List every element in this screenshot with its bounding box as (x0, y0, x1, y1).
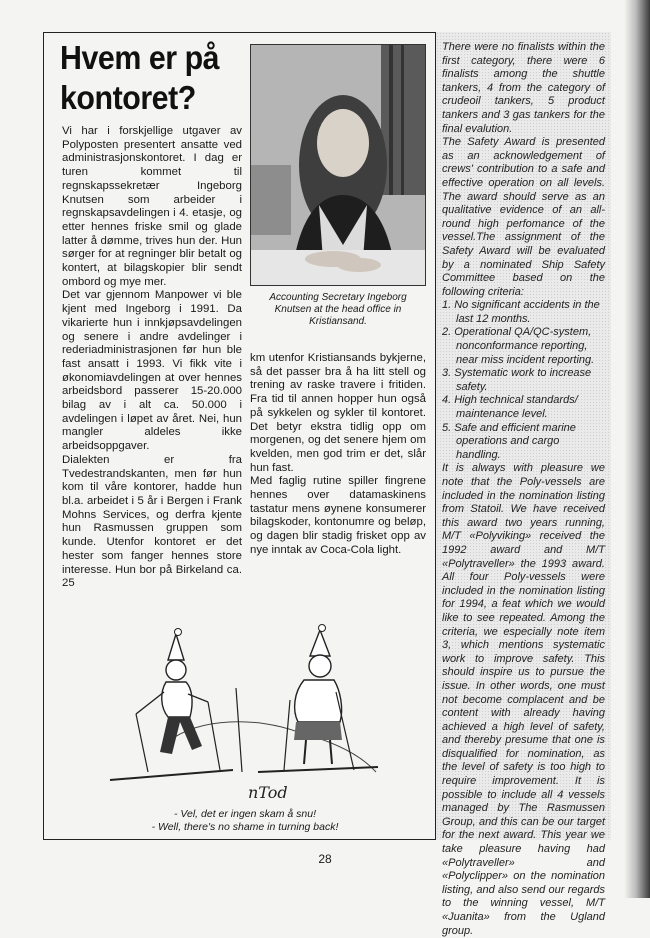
sidebar-award-text: The Safety Award is presented as an acknowledgement of crews' contribution to a safe and effective operation on all levels. The award should serve as an qualitative evidence of an all-round high perfomance of the vessel.The assignment of the Safety Award will be evaluated by a nominated Ship Safety Committee based on the following criteria: (442, 136, 605, 298)
paragraph: Det var gjennom Manpower vi ble kjent med Ingeborg i 1991. Da vikarierte hun i innkjøpsavdelingen og senere i andre avdelinger i rederiadministrasjonen før hun ble fast ansatt i 1993. Vi fikk vite i økonomiavdelingen at over hennes arbeidsbord passerer 15-20.000 bilag av i alt ca. 50.000 i avdelingen i løpet av året. Nei, hun mangler aldeles ikke arbeidsoppgaver. (62, 289, 242, 453)
paragraph: Med faglig rutine spiller fingrene hennes over datamaskinens tastatur mens øynene konsumerer bilagskoder, kontonumre og beløp, og dagen blir stadig frisket opp av nye inntak av Coca-Cola light. (250, 475, 426, 556)
criteria-item: 1. No significant accidents in the last 12 months. (442, 299, 600, 325)
criteria-list (442, 299, 605, 462)
article-title: Hvem er på kontoret? (60, 39, 220, 116)
cartoon-caption-norwegian: - Vel, det er ingen skam å snu! (173, 808, 317, 820)
portrait-photo (250, 44, 426, 286)
page-number: 28 (318, 852, 332, 866)
paragraph: Dialekten er fra Tvedestrandskanten, men før hun kom til våre kontorer, hadde hun bl.a. arbeidet i 5 år i Bergen i Frank Mohns Services, og derfra kjente hun Rasmussen gruppen som kunde. Utenfor kontoret er det hester som fanger hennes store interesse. Hun bor på Birkeland ca. 25 (62, 453, 242, 590)
skiing-cartoon (108, 622, 380, 807)
paragraph: km utenfor Kristiansands bykjerne, så det passer bra å ha litt stell og trening av raske travere i fritiden. Fra tid til annen hopper hun også på sykkelen og sykler til kontoret. Det betyr ekstra tidlig opp om morgenen, og det senere hjem om kvelden, men god trim er det, slår hun fast. (250, 352, 426, 474)
portrait-illustration (251, 45, 426, 286)
sidebar-closing: It is always with pleasure we note that the Poly-vessels are included in the nomination listing from Statoil. We have received this award two years running, M/T «Polyviking» received the 1992 award and M/T «Polytraveller» the 1993 award. All four Poly-vessels were included in the nomination listing for 1994, a feat which we would like to see repeated. Among the criteria, we especially note item 3, which mentions systematic work to improve safety. This should inspire us to pursue the issue. In other words, one must not become complacent and be content with already having achieved a high level of safety, and thereby presume that one is disqualified for nomination, as the level of safety is too high to require improvement. It is possible to include all 4 vessels managed by The Rasmussen Group, and this can be our target for the next award. This year we take pleasure having had «Polytraveller» and «Polyclipper» on the nomination listing, and also send our regards to the winning vessel, M/T «Juanita» from the Ugland group. (442, 462, 605, 937)
article-column-1 (62, 125, 242, 591)
scan-edge-shadow (624, 0, 650, 898)
criteria-item: 2. Operational QA/QC-system, nonconformance reporting, near miss incident reporting. (442, 326, 595, 366)
paragraph: Vi har i forskjellige utgaver av Polyposten presentert ansatte ved administrasjonskontoret. I dag er turen kommet til regnskapssekretær Ingeborg Knutsen som arbeider i regnskapsavdelingen i 4. etasje, og etter hennes friske smil og glade latter å dømme, trives hun der. Hun sørger for at regninger blir betalt og kontert, at bilagskopier blir sendt ombord og mye mer. (62, 125, 242, 288)
article-column-2 (250, 352, 426, 558)
sidebar-intro: There were no finalists within the first category, there were 6 finalists among the shuttle tankers, 4 from the category of crudeoil tankers, 5 product tankers and 3 gas tankers for the final evalution. (442, 41, 605, 135)
criteria-item: 5. Safe and efficient marine operations and cargo handling. (442, 421, 576, 461)
photo-caption: Accounting Secretary Ingeborg Knutsen at the head office in Kristiansand. (269, 292, 407, 327)
safety-award-sidebar (435, 32, 611, 937)
cartoon-caption (60, 808, 430, 833)
cartoon-caption-english: - Well, there's no shame in turning back! (151, 820, 339, 833)
criteria-item: 4. High technical standards/ maintenance level. (442, 394, 578, 421)
criteria-item: 3. Systematic work to increase safety. (442, 367, 592, 393)
cartoon-signature: nTod (248, 783, 288, 802)
